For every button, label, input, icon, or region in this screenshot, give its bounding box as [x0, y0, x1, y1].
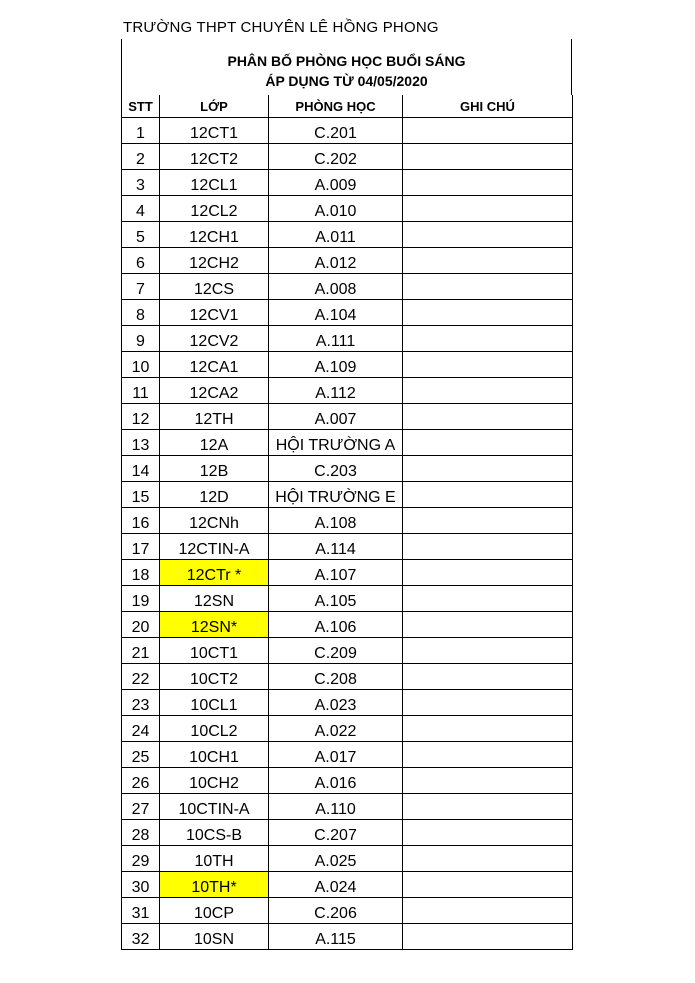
class-cell: 12B: [160, 456, 269, 482]
class-cell: 12CH2: [160, 248, 269, 274]
room-cell: A.008: [269, 274, 403, 300]
room-cell: A.115: [269, 924, 403, 950]
note-cell: [403, 404, 573, 430]
table-row: [122, 248, 573, 274]
table-row: [122, 898, 573, 924]
stt-cell: 10: [122, 352, 160, 378]
table-row: [122, 274, 573, 300]
room-cell: C.207: [269, 820, 403, 846]
table-row: [122, 664, 573, 690]
note-cell: [403, 716, 573, 742]
room-cell: A.025: [269, 846, 403, 872]
table-row: [122, 742, 573, 768]
note-cell: [403, 274, 573, 300]
stt-cell: 8: [122, 300, 160, 326]
table-row: [122, 222, 573, 248]
note-cell: [403, 638, 573, 664]
note-cell: [403, 118, 573, 144]
note-cell: [403, 612, 573, 638]
table-row: [122, 846, 573, 872]
room-cell: A.107: [269, 560, 403, 586]
class-cell: 10TH: [160, 846, 269, 872]
class-cell: 12CH1: [160, 222, 269, 248]
table-row: [122, 352, 573, 378]
class-cell: 10CTIN-A: [160, 794, 269, 820]
stt-cell: 18: [122, 560, 160, 586]
table-row: [122, 924, 573, 950]
note-cell: [403, 872, 573, 898]
stt-cell: 25: [122, 742, 160, 768]
room-cell: A.009: [269, 170, 403, 196]
stt-cell: 7: [122, 274, 160, 300]
column-header-lop: LỚP: [160, 95, 269, 118]
room-cell: C.203: [269, 456, 403, 482]
class-cell: 10TH*: [160, 872, 269, 898]
room-cell: A.105: [269, 586, 403, 612]
room-cell: A.011: [269, 222, 403, 248]
stt-cell: 27: [122, 794, 160, 820]
table-row: [122, 404, 573, 430]
room-table: [121, 95, 573, 950]
room-cell: A.023: [269, 690, 403, 716]
table-row: [122, 690, 573, 716]
room-cell: A.108: [269, 508, 403, 534]
class-cell: 12CA1: [160, 352, 269, 378]
class-cell: 10CP: [160, 898, 269, 924]
note-cell: [403, 456, 573, 482]
class-cell: 10CL2: [160, 716, 269, 742]
room-cell: C.208: [269, 664, 403, 690]
class-cell: 12CS: [160, 274, 269, 300]
table-row: [122, 300, 573, 326]
table-body: [122, 118, 573, 950]
note-cell: [403, 430, 573, 456]
sheet-title: PHÂN BỐ PHÒNG HỌC BUỔI SÁNG: [227, 53, 466, 69]
table-row: [122, 794, 573, 820]
note-cell: [403, 898, 573, 924]
stt-cell: 28: [122, 820, 160, 846]
class-cell: 10CL1: [160, 690, 269, 716]
room-cell: A.114: [269, 534, 403, 560]
note-cell: [403, 742, 573, 768]
table-row: [122, 560, 573, 586]
stt-cell: 2: [122, 144, 160, 170]
note-cell: [403, 378, 573, 404]
table-row: [122, 326, 573, 352]
table-row: [122, 534, 573, 560]
room-cell: C.202: [269, 144, 403, 170]
stt-cell: 9: [122, 326, 160, 352]
class-cell: 12CV2: [160, 326, 269, 352]
school-name: TRƯỜNG THPT CHUYÊN LÊ HỒNG PHONG: [123, 19, 439, 36]
stt-cell: 15: [122, 482, 160, 508]
note-cell: [403, 196, 573, 222]
class-cell: 10CH1: [160, 742, 269, 768]
table-row: [122, 768, 573, 794]
note-cell: [403, 794, 573, 820]
sheet-subtitle: ÁP DỤNG TỪ 04/05/2020: [265, 73, 428, 89]
class-cell: 12CL1: [160, 170, 269, 196]
class-cell: 12CNh: [160, 508, 269, 534]
stt-cell: 22: [122, 664, 160, 690]
class-cell: 12CT1: [160, 118, 269, 144]
room-cell: A.007: [269, 404, 403, 430]
note-cell: [403, 846, 573, 872]
table-row: [122, 456, 573, 482]
class-cell: 12SN: [160, 586, 269, 612]
stt-cell: 14: [122, 456, 160, 482]
room-cell: A.104: [269, 300, 403, 326]
class-cell: 12D: [160, 482, 269, 508]
stt-cell: 13: [122, 430, 160, 456]
room-cell: A.016: [269, 768, 403, 794]
sheet-title-block: [121, 39, 572, 95]
stt-cell: 11: [122, 378, 160, 404]
table-row: [122, 820, 573, 846]
table-row: [122, 872, 573, 898]
stt-cell: 1: [122, 118, 160, 144]
stt-cell: 20: [122, 612, 160, 638]
table-row: [122, 586, 573, 612]
table-row: [122, 118, 573, 144]
stt-cell: 30: [122, 872, 160, 898]
table-row: [122, 716, 573, 742]
header-row: [122, 95, 573, 118]
table-row: [122, 612, 573, 638]
table-row: [122, 144, 573, 170]
table-row: [122, 430, 573, 456]
room-cell: A.017: [269, 742, 403, 768]
class-cell: 12A: [160, 430, 269, 456]
note-cell: [403, 326, 573, 352]
class-cell: 12CTr *: [160, 560, 269, 586]
stt-cell: 16: [122, 508, 160, 534]
note-cell: [403, 820, 573, 846]
stt-cell: 24: [122, 716, 160, 742]
column-header-phong-hoc: PHÒNG HỌC: [269, 95, 403, 118]
room-cell: C.201: [269, 118, 403, 144]
note-cell: [403, 144, 573, 170]
stt-cell: 17: [122, 534, 160, 560]
column-header-stt: STT: [122, 95, 160, 118]
table-row: [122, 508, 573, 534]
room-cell: A.024: [269, 872, 403, 898]
room-cell: A.111: [269, 326, 403, 352]
table-row: [122, 378, 573, 404]
class-cell: 12CA2: [160, 378, 269, 404]
note-cell: [403, 248, 573, 274]
column-header-ghi-chu: GHI CHÚ: [403, 95, 573, 118]
room-cell: A.012: [269, 248, 403, 274]
note-cell: [403, 664, 573, 690]
note-cell: [403, 300, 573, 326]
stt-cell: 32: [122, 924, 160, 950]
stt-cell: 31: [122, 898, 160, 924]
class-cell: 10CT2: [160, 664, 269, 690]
note-cell: [403, 586, 573, 612]
class-cell: 10CS-B: [160, 820, 269, 846]
class-cell: 12TH: [160, 404, 269, 430]
class-cell: 12SN*: [160, 612, 269, 638]
table-row: [122, 196, 573, 222]
class-cell: 10SN: [160, 924, 269, 950]
room-cell: A.109: [269, 352, 403, 378]
class-cell: 12CV1: [160, 300, 269, 326]
note-cell: [403, 482, 573, 508]
stt-cell: 23: [122, 690, 160, 716]
class-cell: 10CT1: [160, 638, 269, 664]
room-allocation-sheet: [121, 39, 572, 950]
room-cell: A.112: [269, 378, 403, 404]
room-cell: HỘI TRƯỜNG E: [269, 482, 403, 508]
room-cell: A.110: [269, 794, 403, 820]
stt-cell: 26: [122, 768, 160, 794]
room-cell: A.010: [269, 196, 403, 222]
table-row: [122, 170, 573, 196]
room-cell: C.209: [269, 638, 403, 664]
stt-cell: 3: [122, 170, 160, 196]
class-cell: 10CH2: [160, 768, 269, 794]
class-cell: 12CL2: [160, 196, 269, 222]
note-cell: [403, 222, 573, 248]
table-row: [122, 482, 573, 508]
stt-cell: 4: [122, 196, 160, 222]
stt-cell: 29: [122, 846, 160, 872]
room-cell: A.022: [269, 716, 403, 742]
room-cell: C.206: [269, 898, 403, 924]
note-cell: [403, 508, 573, 534]
room-cell: A.106: [269, 612, 403, 638]
class-cell: 12CT2: [160, 144, 269, 170]
stt-cell: 6: [122, 248, 160, 274]
class-cell: 12CTIN-A: [160, 534, 269, 560]
note-cell: [403, 924, 573, 950]
stt-cell: 5: [122, 222, 160, 248]
table-row: [122, 638, 573, 664]
stt-cell: 12: [122, 404, 160, 430]
stt-cell: 19: [122, 586, 160, 612]
note-cell: [403, 690, 573, 716]
note-cell: [403, 352, 573, 378]
note-cell: [403, 560, 573, 586]
note-cell: [403, 170, 573, 196]
stt-cell: 21: [122, 638, 160, 664]
note-cell: [403, 534, 573, 560]
note-cell: [403, 768, 573, 794]
room-cell: HỘI TRƯỜNG A: [269, 430, 403, 456]
